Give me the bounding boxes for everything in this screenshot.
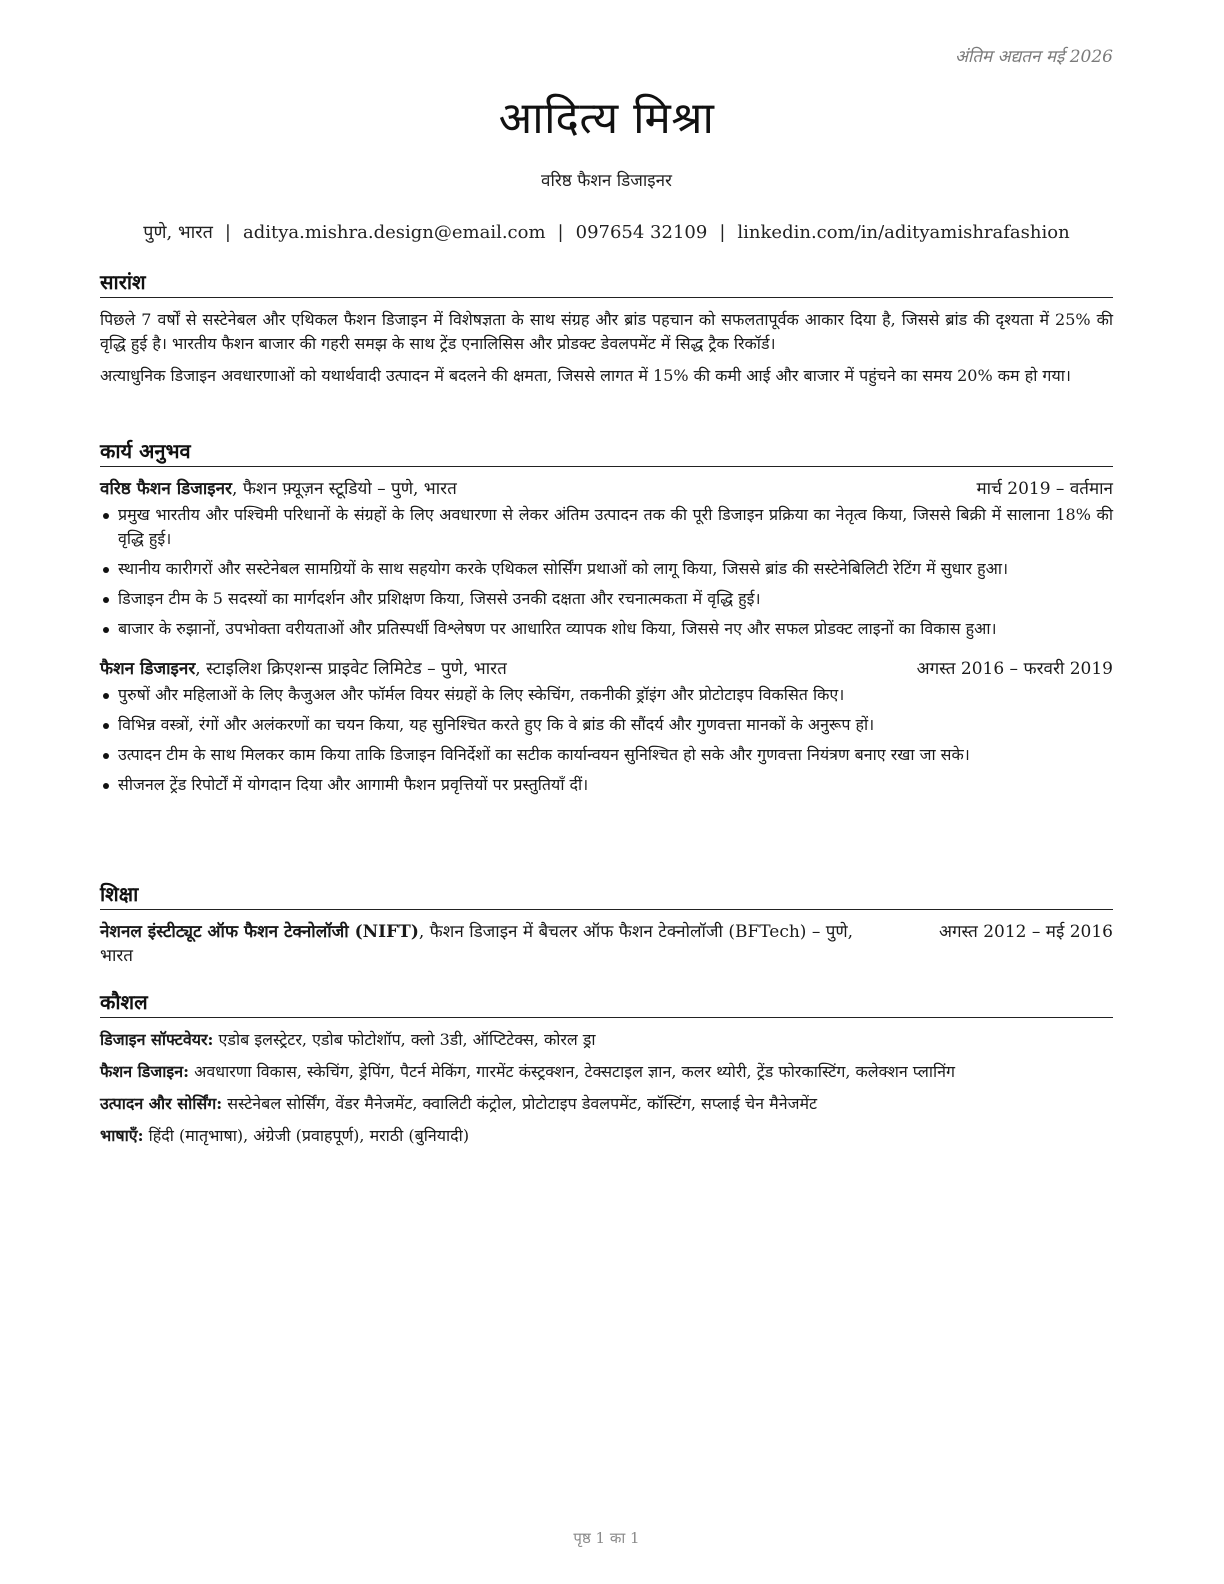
job-bullet: सीजनल ट्रेंड रिपोर्टों में योगदान दिया और आगामी फैशन प्रवृत्तियों पर प्रस्तुतियाँ दीं। [118,773,1113,797]
education-dates: अगस्त 2012 – मई 2016 [938,922,1113,942]
candidate-title: वरिष्ठ फैशन डिजाइनर [541,171,672,191]
education-entry [100,920,1113,968]
contact-location: पुणे, भारत [143,222,213,243]
skill-value: अवधारणा विकास, स्केचिंग, ड्रेपिंग, पैटर्न मेकिंग, गारमेंट कंस्ट्रक्शन, टेक्सटाइल ज्ञान, कलर थ्योरी, ट्रेंड फोरकास्टिंग, कलेक्शन प्लानिंग [189,1062,956,1081]
summary-section [100,268,1113,396]
skill-value: हिंदी (मातृभाषा), अंग्रेजी (प्रवाहपूर्ण), मराठी (बुनियादी) [143,1126,470,1145]
skill-row [100,1124,1113,1148]
skill-row [100,1028,1113,1052]
job-bullet: स्थानीय कारीगरों और सस्टेनेबल सामग्रियों के साथ सहयोग करके एथिकल सोर्सिंग प्रथाओं को लागू किया, जिससे ब्रांड की सस्टेनेबिलिटी रेटिंग में सुधार हुआ। [118,557,1113,581]
summary-paragraph: अत्याधुनिक डिजाइन अवधारणाओं को यथार्थवादी उत्पादन में बदलने की क्षमता, जिससे लागत में 15% की कमी आई और बाजार में पहुंचने का समय 20% कम हो गया। [100,366,1071,385]
job-bullet: डिजाइन टीम के 5 सदस्यों का मार्गदर्शन और प्रशिक्षण किया, जिससे उनकी दक्षता और रचनात्मकता में वृद्धि हुई। [118,587,1113,611]
education-section [100,880,1113,968]
job-bullets [100,503,1113,641]
contact-separator: | [224,222,231,243]
job-role: वरिष्ठ फैशन डिजाइनर [100,479,233,499]
skills-heading: कौशल [100,988,1113,1018]
candidate-name: आदित्य मिश्रा [498,93,715,144]
job-bullets [100,683,1113,797]
contact-separator: | [557,222,564,243]
job-role: फैशन डिजाइनर [100,659,196,679]
page-number: पृष्ठ 1 का 1 [573,1529,640,1547]
contact-email[interactable]: aditya.mishra.design@email.com [243,222,546,243]
contact-phone[interactable]: 097654 32109 [575,222,708,243]
experience-section [100,437,1113,803]
job-dates: अगस्त 2016 – फरवरी 2019 [916,659,1113,679]
skill-label: फैशन डिजाइन: [100,1062,190,1081]
job-bullet: विभिन्न वस्त्रों, रंगों और अलंकरणों का चयन किया, यह सुनिश्चित करते हुए कि वे ब्रांड की सौंदर्य और गुणवत्ता मानकों के अनुरूप हों। [118,713,1113,737]
last-updated: अंतिम अद्यतन मई 2026 [954,47,1113,67]
education-details: , फैशन डिजाइन में बैचलर ऑफ फैशन टेक्नोलॉजी (BFTech) – पुणे, भारत [100,922,854,966]
skill-label: डिजाइन सॉफ्टवेयर: [100,1030,214,1049]
job-header [100,477,1113,501]
contact-line [100,220,1113,244]
education-heading: शिक्षा [100,880,1113,910]
job-bullet: बाजार के रुझानों, उपभोक्ता वरीयताओं और प्रतिस्पर्धी विश्लेषण पर आधारित व्यापक शोध किया, जिससे नए और सफल प्रोडक्ट लाइनों का विकास हुआ। [118,617,1113,641]
contact-separator: | [719,222,726,243]
skill-row [100,1092,1113,1116]
job-bullet: उत्पादन टीम के साथ मिलकर काम किया ताकि डिजाइन विनिर्देशों का सटीक कार्यान्वयन सुनिश्चित हो सके और गुणवत्ता नियंत्रण बनाए रखा जा सके। [118,743,1113,767]
job-bullet: पुरुषों और महिलाओं के लिए कैजुअल और फॉर्मल वियर संग्रहों के लिए स्केचिंग, तकनीकी ड्रॉइंग और प्रोटोटाइप विकसित किए। [118,683,1113,707]
job-entry [100,477,1113,641]
job-header [100,657,1113,681]
job-org: , स्टाइलिश क्रिएशन्स प्राइवेट लिमिटेड – पुणे, भारत [195,659,507,679]
experience-heading: कार्य अनुभव [100,437,1113,467]
summary-heading: सारांश [100,268,1113,298]
education-institution: नेशनल इंस्टीट्यूट ऑफ फैशन टेक्नोलॉजी (NIFT) [100,922,419,942]
job-dates: मार्च 2019 – वर्तमान [976,479,1113,499]
skill-label: भाषाएँ: [100,1126,144,1145]
job-bullet: प्रमुख भारतीय और पश्चिमी परिधानों के संग्रहों के लिए अवधारणा से लेकर अंतिम उत्पादन तक की पूरी डिजाइन प्रक्रिया का नेतृत्व किया, जिससे बिक्री में सालाना 18% की वृद्धि हुई। [118,503,1113,551]
resume-page [100,0,1113,1584]
skills-section [100,988,1113,1156]
skill-value: सस्टेनेबल सोर्सिंग, वेंडर मैनेजमेंट, क्वालिटी कंट्रोल, प्रोटोटाइप डेवलपमेंट, कॉस्टिंग, सप्लाई चेन मैनेजमेंट [222,1094,818,1113]
skill-label: उत्पादन और सोर्सिंग: [100,1094,223,1113]
job-entry [100,657,1113,797]
summary-paragraph: पिछले 7 वर्षों से सस्टेनेबल और एथिकल फैशन डिजाइन में विशेषज्ञता के साथ संग्रह और ब्रांड पहचान को सफलतापूर्वक आकार दिया है, जिससे ब्रांड की दृश्यता में 25% की वृद्धि हुई है। भारतीय फैशन बाजार की गहरी समझ के साथ ट्रेंड एनालिसिस और प्रोडक्ट डेवलपमेंट में सिद्ध ट्रैक रिकॉर्ड। [100,310,1113,353]
job-org: , फैशन फ़्यूज़न स्टूडियो – पुणे, भारत [232,479,457,499]
skill-value: एडोब इलस्ट्रेटर, एडोब फोटोशॉप, क्लो 3डी, ऑप्टिटेक्स, कोरल ड्रा [213,1030,596,1049]
skill-row [100,1060,1113,1084]
contact-linkedin[interactable]: linkedin.com/in/adityamishrafashion [737,222,1070,243]
